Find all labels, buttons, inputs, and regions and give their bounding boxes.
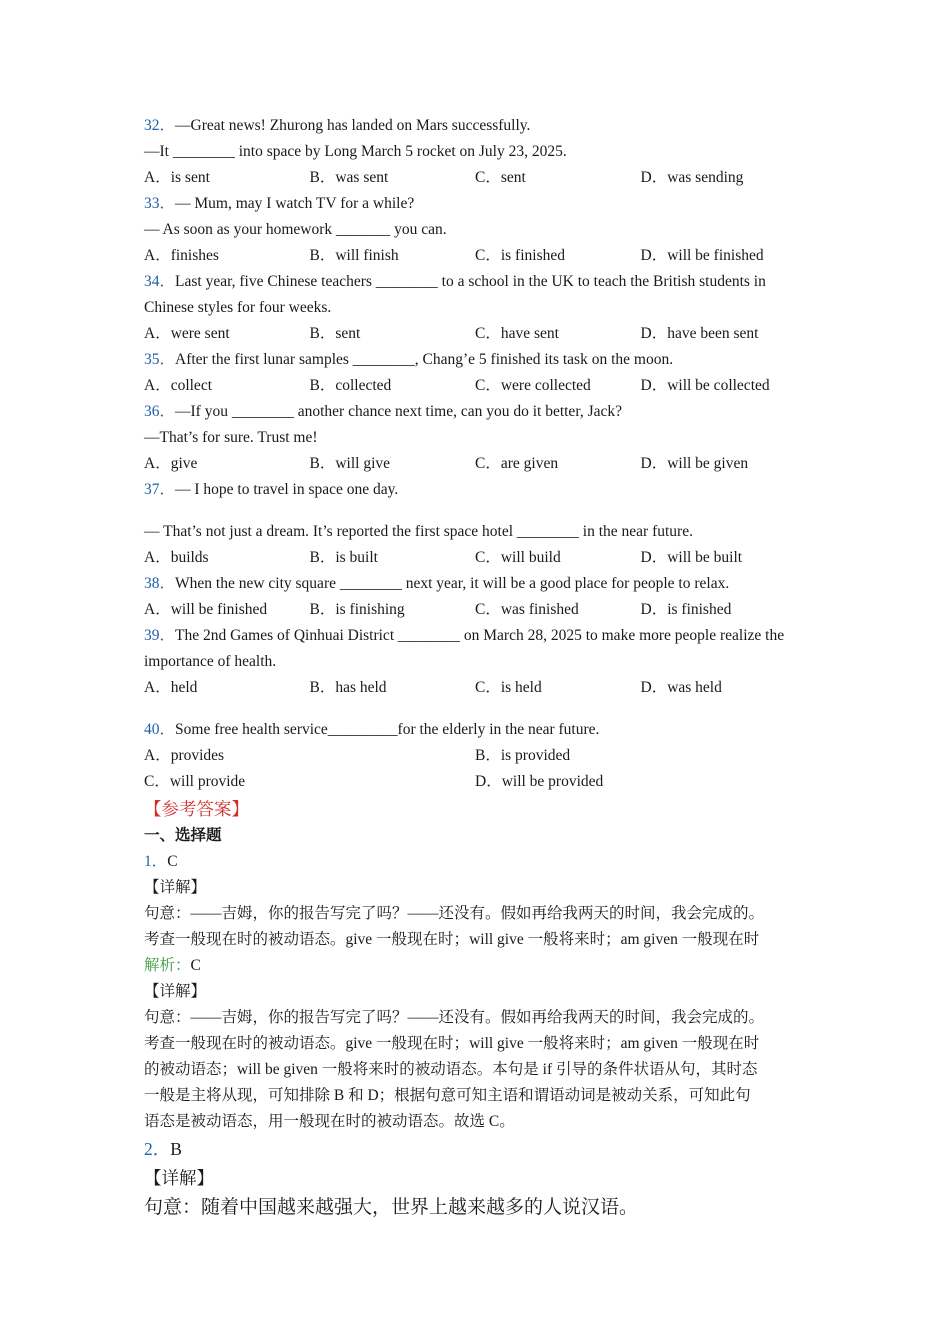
detail-text: 的被动语态；will be given 一般将来时的被动语态。本句是 if 引导的条件状语从句，其时态 bbox=[144, 1061, 758, 1078]
question-number: 37． bbox=[144, 481, 176, 498]
option-d: D．will be collected bbox=[640, 377, 770, 394]
question-number: 39． bbox=[144, 627, 176, 644]
option-d: D．have been sent bbox=[640, 325, 759, 342]
option-a: A．will be finished bbox=[144, 601, 268, 618]
question-text: — That’s not just a dream. It’s reported the first space hotel ________ in the near future. bbox=[144, 523, 693, 540]
detail-text: 句意：——吉姆，你的报告写完了吗？——还没有。假如再给我两天的时间，我会完成的。 bbox=[144, 905, 765, 922]
option-b: B．is built bbox=[309, 549, 378, 566]
question-33 bbox=[144, 191, 814, 269]
option-b: B．is provided bbox=[475, 747, 571, 764]
answer-number: 1． bbox=[144, 853, 168, 870]
option-d: D．was sending bbox=[640, 169, 744, 186]
answer-2 bbox=[144, 1135, 814, 1223]
question-number: 33． bbox=[144, 195, 176, 212]
option-a: A．is sent bbox=[144, 169, 210, 186]
question-38 bbox=[144, 571, 814, 623]
option-d: D．will be finished bbox=[640, 247, 764, 264]
question-number: 34． bbox=[144, 273, 176, 290]
question-number: 40． bbox=[144, 721, 176, 738]
analysis-value: C bbox=[190, 957, 201, 974]
option-c: C．is held bbox=[475, 679, 542, 696]
section-heading: 一、选择题 bbox=[144, 827, 222, 844]
answer-number: 2． bbox=[144, 1139, 171, 1159]
option-d: D．will be given bbox=[640, 455, 749, 472]
question-number: 38． bbox=[144, 575, 176, 592]
question-36 bbox=[144, 399, 814, 477]
question-text: The 2nd Games of Qinhuai District ________ on March 28, 2025 to make more people realize the importance of health. bbox=[144, 627, 785, 670]
options bbox=[144, 321, 814, 347]
options bbox=[144, 675, 814, 701]
question-number: 36． bbox=[144, 403, 176, 420]
option-c: C．will build bbox=[475, 549, 561, 566]
option-c: C．will provide bbox=[144, 773, 246, 790]
question-37 bbox=[144, 477, 814, 571]
option-a: A．were sent bbox=[144, 325, 230, 342]
option-a: A．collect bbox=[144, 377, 213, 394]
question-32 bbox=[144, 113, 814, 191]
question-text: When the new city square ________ next year, it will be a good place for people to relax. bbox=[175, 575, 730, 592]
option-c: C．sent bbox=[475, 169, 526, 186]
document-page bbox=[144, 113, 814, 1223]
options bbox=[144, 165, 814, 191]
question-40 bbox=[144, 717, 814, 795]
question-text: —If you ________ another chance next time, can you do it better, Jack? bbox=[175, 403, 623, 420]
answer-heading: 【参考答案】 bbox=[144, 799, 249, 819]
detail-text: 句意：——吉姆，你的报告写完了吗？——还没有。假如再给我两天的时间，我会完成的。 bbox=[144, 1009, 765, 1026]
detail-label: 【详解】 bbox=[144, 983, 207, 1000]
option-c: C．are given bbox=[475, 455, 559, 472]
options bbox=[144, 597, 814, 623]
option-b: B．will give bbox=[309, 455, 391, 472]
question-35 bbox=[144, 347, 814, 399]
option-b: B．is finishing bbox=[309, 601, 405, 618]
detail-text: 考查一般现在时的被动语态。give 一般现在时；will give 一般将来时；am given 一般现在时 bbox=[144, 1035, 760, 1052]
option-b: B．was sent bbox=[309, 169, 389, 186]
option-d: D．is finished bbox=[640, 601, 732, 618]
question-text: —That’s for sure. Trust me! bbox=[144, 429, 318, 446]
question-number: 32． bbox=[144, 117, 176, 134]
question-text: Last year, five Chinese teachers ________ to a school in the UK to teach the British students in Chinese styles for four weeks. bbox=[144, 273, 766, 316]
option-c: C．have sent bbox=[475, 325, 559, 342]
question-number: 35． bbox=[144, 351, 176, 368]
question-text: — As soon as your homework _______ you can. bbox=[144, 221, 447, 238]
detail-text: 一般是主将从现，可知排除 B 和 D；根据句意可知主语和谓语动词是被动关系，可知此句 bbox=[144, 1087, 751, 1104]
option-d: D．will be built bbox=[640, 549, 743, 566]
question-text: —It ________ into space by Long March 5 rocket on July 23, 2025. bbox=[144, 143, 567, 160]
question-34 bbox=[144, 269, 814, 347]
question-39 bbox=[144, 623, 814, 701]
option-b: B．will finish bbox=[309, 247, 399, 264]
detail-text: 语态是被动语态，用一般现在时的被动语态。故选 C。 bbox=[144, 1113, 515, 1130]
option-c: C．was finished bbox=[475, 601, 579, 618]
detail-text: 考查一般现在时的被动语态。give 一般现在时；will give 一般将来时；am given 一般现在时 bbox=[144, 931, 760, 948]
option-a: A．provides bbox=[144, 747, 225, 764]
question-text: After the first lunar samples ________, Chang’e 5 finished its task on the moon. bbox=[175, 351, 674, 368]
options bbox=[144, 743, 814, 769]
detail-label: 【详解】 bbox=[144, 1168, 214, 1188]
option-d: D．was held bbox=[640, 679, 722, 696]
option-c: C．is finished bbox=[475, 247, 565, 264]
detail-text: 句意：随着中国越来越强大，世界上越来越多的人说汉语。 bbox=[144, 1197, 639, 1218]
analysis-label: 解析： bbox=[144, 957, 191, 974]
question-text: Some free health service_________for the elderly in the near future. bbox=[175, 721, 600, 738]
option-b: B．sent bbox=[309, 325, 361, 342]
options bbox=[144, 243, 814, 269]
question-text: — Mum, may I watch TV for a while? bbox=[175, 195, 415, 212]
options bbox=[144, 451, 814, 477]
question-text: —Great news! Zhurong has landed on Mars successfully. bbox=[175, 117, 531, 134]
options bbox=[144, 769, 814, 795]
answer-1 bbox=[144, 849, 814, 1135]
answer-value: C bbox=[167, 853, 178, 870]
answer-value: B bbox=[170, 1139, 182, 1159]
option-c: C．were collected bbox=[475, 377, 591, 394]
detail-label: 【详解】 bbox=[144, 879, 207, 896]
options bbox=[144, 545, 814, 571]
option-d: D．will be provided bbox=[475, 773, 604, 790]
option-a: A．finishes bbox=[144, 247, 219, 264]
option-a: A．builds bbox=[144, 549, 209, 566]
options bbox=[144, 373, 814, 399]
option-a: A．held bbox=[144, 679, 198, 696]
option-b: B．has held bbox=[309, 679, 387, 696]
option-a: A．give bbox=[144, 455, 198, 472]
question-text: — I hope to travel in space one day. bbox=[175, 481, 399, 498]
option-b: B．collected bbox=[309, 377, 392, 394]
